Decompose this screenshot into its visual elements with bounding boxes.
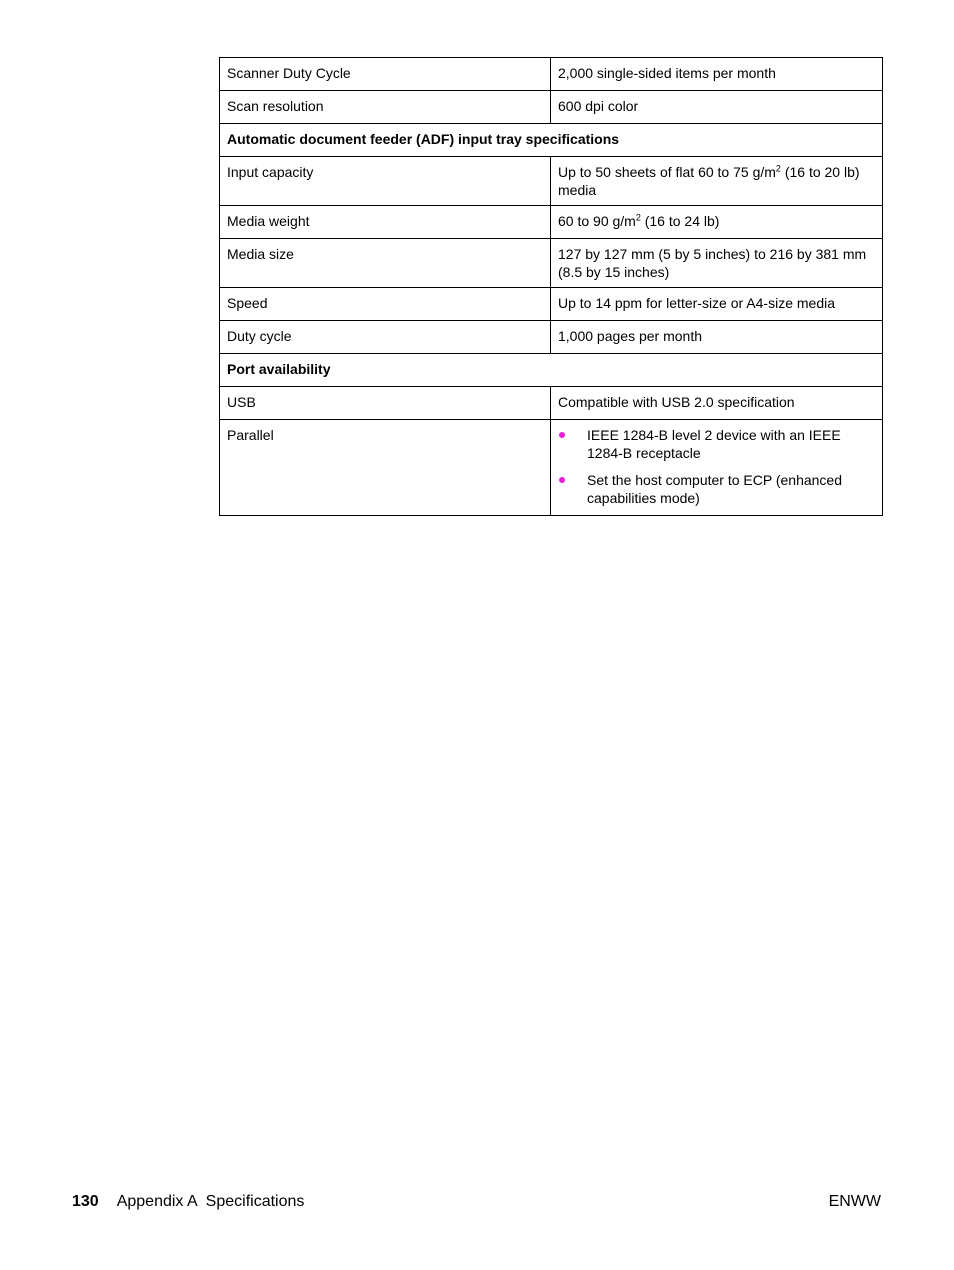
section-heading: Automatic document feeder (ADF) input tray specifications (220, 124, 883, 157)
value-text: Up to 50 sheets of flat 60 to 75 g/m (558, 164, 776, 180)
specifications-table (219, 57, 883, 516)
value-text: 60 to 90 g/m (558, 213, 636, 229)
bullet-icon (559, 477, 565, 483)
spec-value: 600 dpi color (551, 91, 883, 124)
page-number: 130 (72, 1193, 99, 1210)
spec-value: 2,000 single-sided items per month (551, 58, 883, 91)
page-footer-right: ENWW (828, 1193, 881, 1210)
superscript: 2 (635, 212, 641, 223)
section-heading: Port availability (220, 354, 883, 387)
spec-label: Speed (220, 288, 551, 321)
spec-label: Media weight (220, 206, 551, 239)
spec-label: Scan resolution (220, 91, 551, 124)
bullet-list (558, 426, 875, 507)
table-row (220, 91, 883, 124)
table-row (220, 239, 883, 288)
spec-value (551, 157, 883, 206)
value-text: (16 to 24 lb) (640, 213, 720, 229)
table-row (220, 321, 883, 354)
section-header-row (220, 354, 883, 387)
table-row (220, 420, 883, 516)
list-item (558, 426, 875, 462)
list-item-text: Set the host computer to ECP (enhanced capabilities mode) (587, 472, 843, 506)
spec-label: Scanner Duty Cycle (220, 58, 551, 91)
superscript: 2 (775, 163, 781, 174)
spec-label: Media size (220, 239, 551, 288)
bullet-icon (559, 432, 565, 438)
spec-label: Duty cycle (220, 321, 551, 354)
table-row (220, 58, 883, 91)
spec-label: USB (220, 387, 551, 420)
value-text: (16 to 20 lb) media (558, 164, 860, 198)
table-row (220, 206, 883, 239)
list-item (558, 471, 875, 507)
spec-value (551, 420, 883, 516)
section-header-row (220, 124, 883, 157)
list-item-text: IEEE 1284-B level 2 device with an IEEE 1284-B receptacle (587, 427, 841, 461)
footer-section-title: Appendix A Specifications (116, 1193, 305, 1210)
spec-value: Compatible with USB 2.0 specification (551, 387, 883, 420)
table-row (220, 288, 883, 321)
spec-value: Up to 14 ppm for letter-size or A4-size media (551, 288, 883, 321)
spec-value: 1,000 pages per month (551, 321, 883, 354)
spec-label: Parallel (220, 420, 551, 516)
page-footer-left (72, 1192, 304, 1212)
spec-value (551, 206, 883, 239)
spec-value: 127 by 127 mm (5 by 5 inches) to 216 by 381 mm (8.5 by 15 inches) (551, 239, 883, 288)
table-row (220, 387, 883, 420)
spec-label: Input capacity (220, 157, 551, 206)
table-row (220, 157, 883, 206)
